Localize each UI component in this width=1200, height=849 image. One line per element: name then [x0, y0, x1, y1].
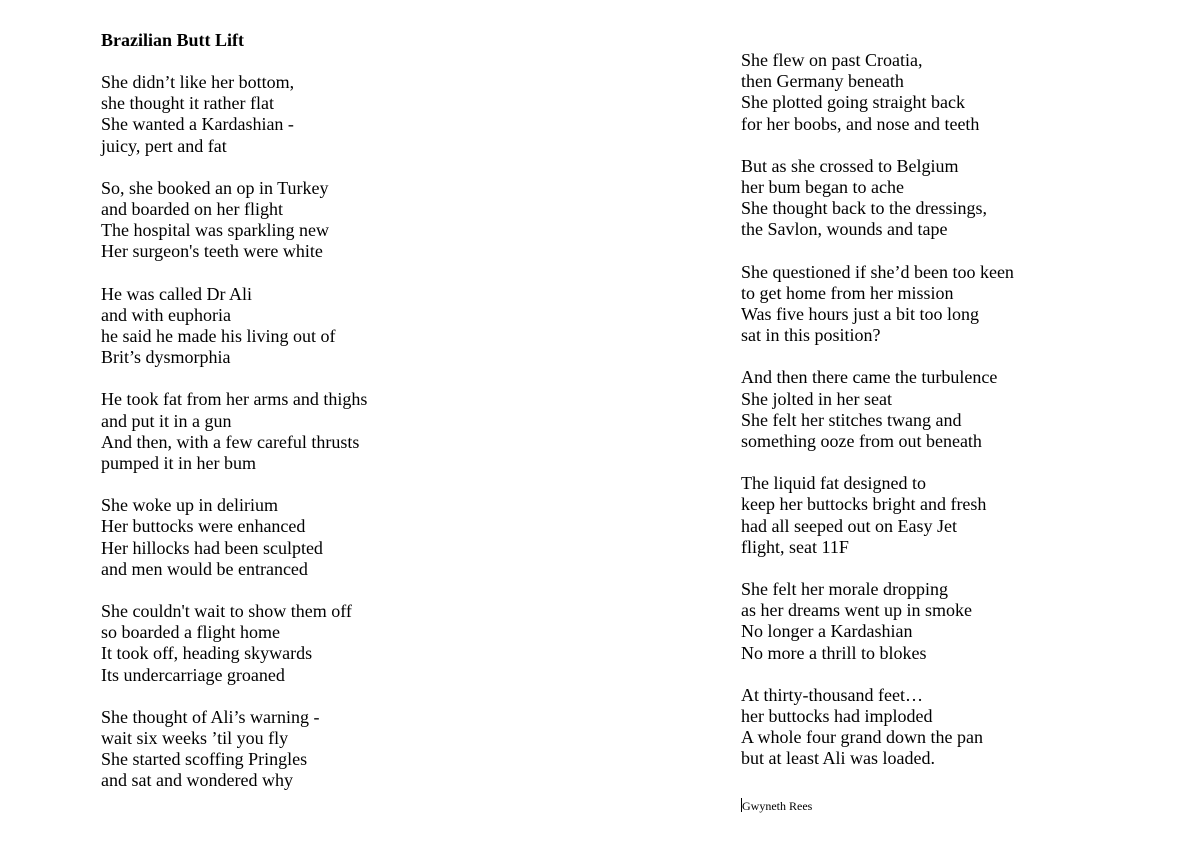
poem-line: Her hillocks had been sculpted [101, 537, 323, 558]
poem-line: had all seeped out on Easy Jet [741, 515, 957, 536]
poem-line: Her surgeon's teeth were white [101, 241, 323, 262]
poem-line: She flew on past Croatia, [741, 50, 923, 70]
poem-line: She woke up in delirium [101, 495, 278, 516]
poem-line: She started scoffing Pringles [101, 749, 308, 770]
stanza [101, 72, 621, 157]
poem-line: She jolted in her seat [741, 388, 892, 409]
author-signature [741, 798, 1181, 813]
poem-line: as her dreams went up in smoke [741, 600, 972, 621]
poem-line: He took fat from her arms and thighs [101, 389, 368, 410]
poem-line: So, she booked an op in Turkey [101, 177, 329, 198]
stanza [101, 389, 621, 474]
poem-line: sat in this position? [741, 325, 881, 346]
poem-line: The liquid fat designed to [741, 473, 926, 494]
stanza [101, 707, 621, 792]
poem-line: It took off, heading skywards [101, 643, 313, 664]
stanza [101, 284, 621, 369]
poem-line: keep her buttocks bright and fresh [741, 494, 987, 515]
poem-line: he said he made his living out of [101, 326, 336, 347]
author-name: Gwyneth Rees [742, 798, 813, 813]
poem-line: and put it in a gun [101, 410, 232, 431]
poem-line: The hospital was sparkling new [101, 220, 329, 241]
poem-line: she thought it rather flat [101, 93, 274, 114]
poem-line: She thought back to the dressings, [741, 198, 987, 219]
poem-line: juicy, pert and fat [101, 135, 227, 156]
poem-title: Brazilian Butt Lift [101, 30, 244, 50]
poem-line: No more a thrill to blokes [741, 642, 927, 663]
poem-line: He was called Dr Ali [101, 283, 252, 304]
stanza [101, 178, 621, 263]
right-stanzas [741, 50, 1181, 770]
poem-line: She felt her stitches twang and [741, 409, 962, 430]
poem-line: and men would be entranced [101, 558, 308, 579]
poem-line: her buttocks had imploded [741, 706, 933, 727]
stanza [741, 473, 1181, 558]
poem-line: And then, with a few careful thrusts [101, 431, 360, 452]
poem-line: She plotted going straight back [741, 92, 965, 113]
poem-line: She wanted a Kardashian - [101, 114, 294, 135]
poem-line: and with euphoria [101, 304, 231, 325]
poem-line: Its undercarriage groaned [101, 664, 285, 685]
poem-line: pumped it in her bum [101, 453, 256, 474]
stanza [741, 50, 1181, 135]
poem-line: Was five hours just a bit too long [741, 304, 980, 325]
left-stanzas [101, 72, 621, 792]
poem-line: the Savlon, wounds and tape [741, 219, 948, 240]
poem-line: But as she crossed to Belgium [741, 155, 959, 176]
stanza [741, 156, 1181, 241]
poem-line: A whole four grand down the pan [741, 727, 983, 748]
poem-line: She questioned if she’d been too keen [741, 261, 1014, 282]
left-column [101, 30, 621, 813]
stanza [101, 495, 621, 580]
poem-line: and boarded on her flight [101, 199, 283, 220]
poem-line: Brit’s dysmorphia [101, 347, 231, 368]
poem-line: but at least Ali was loaded. [741, 748, 935, 769]
poem-line: her bum began to ache [741, 177, 904, 198]
stanza [741, 367, 1181, 452]
poem-line: to get home from her mission [741, 282, 954, 303]
right-column [741, 50, 1181, 813]
poem-line: something ooze from out beneath [741, 431, 982, 452]
poem-line: She couldn't wait to show them off [101, 601, 352, 622]
poem-line: then Germany beneath [741, 71, 904, 92]
poem-line: At thirty-thousand feet… [741, 684, 923, 705]
poem-line: for her boobs, and nose and teeth [741, 113, 980, 134]
poem-line: and sat and wondered why [101, 770, 293, 791]
poem-line: And then there came the turbulence [741, 367, 998, 388]
poem-line: She thought of Ali’s warning - [101, 706, 320, 727]
poem-line: flight, seat 11F [741, 536, 849, 557]
poem-line: so boarded a flight home [101, 622, 280, 643]
stanza [741, 579, 1181, 664]
stanza [741, 262, 1181, 347]
poem-line: She didn’t like her bottom, [101, 72, 295, 92]
stanza [741, 685, 1181, 770]
poem-line: No longer a Kardashian [741, 621, 913, 642]
poem-line: She felt her morale dropping [741, 579, 948, 600]
poem-line: wait six weeks ’til you fly [101, 728, 289, 749]
stanza [101, 601, 621, 686]
poem-line: Her buttocks were enhanced [101, 516, 306, 537]
